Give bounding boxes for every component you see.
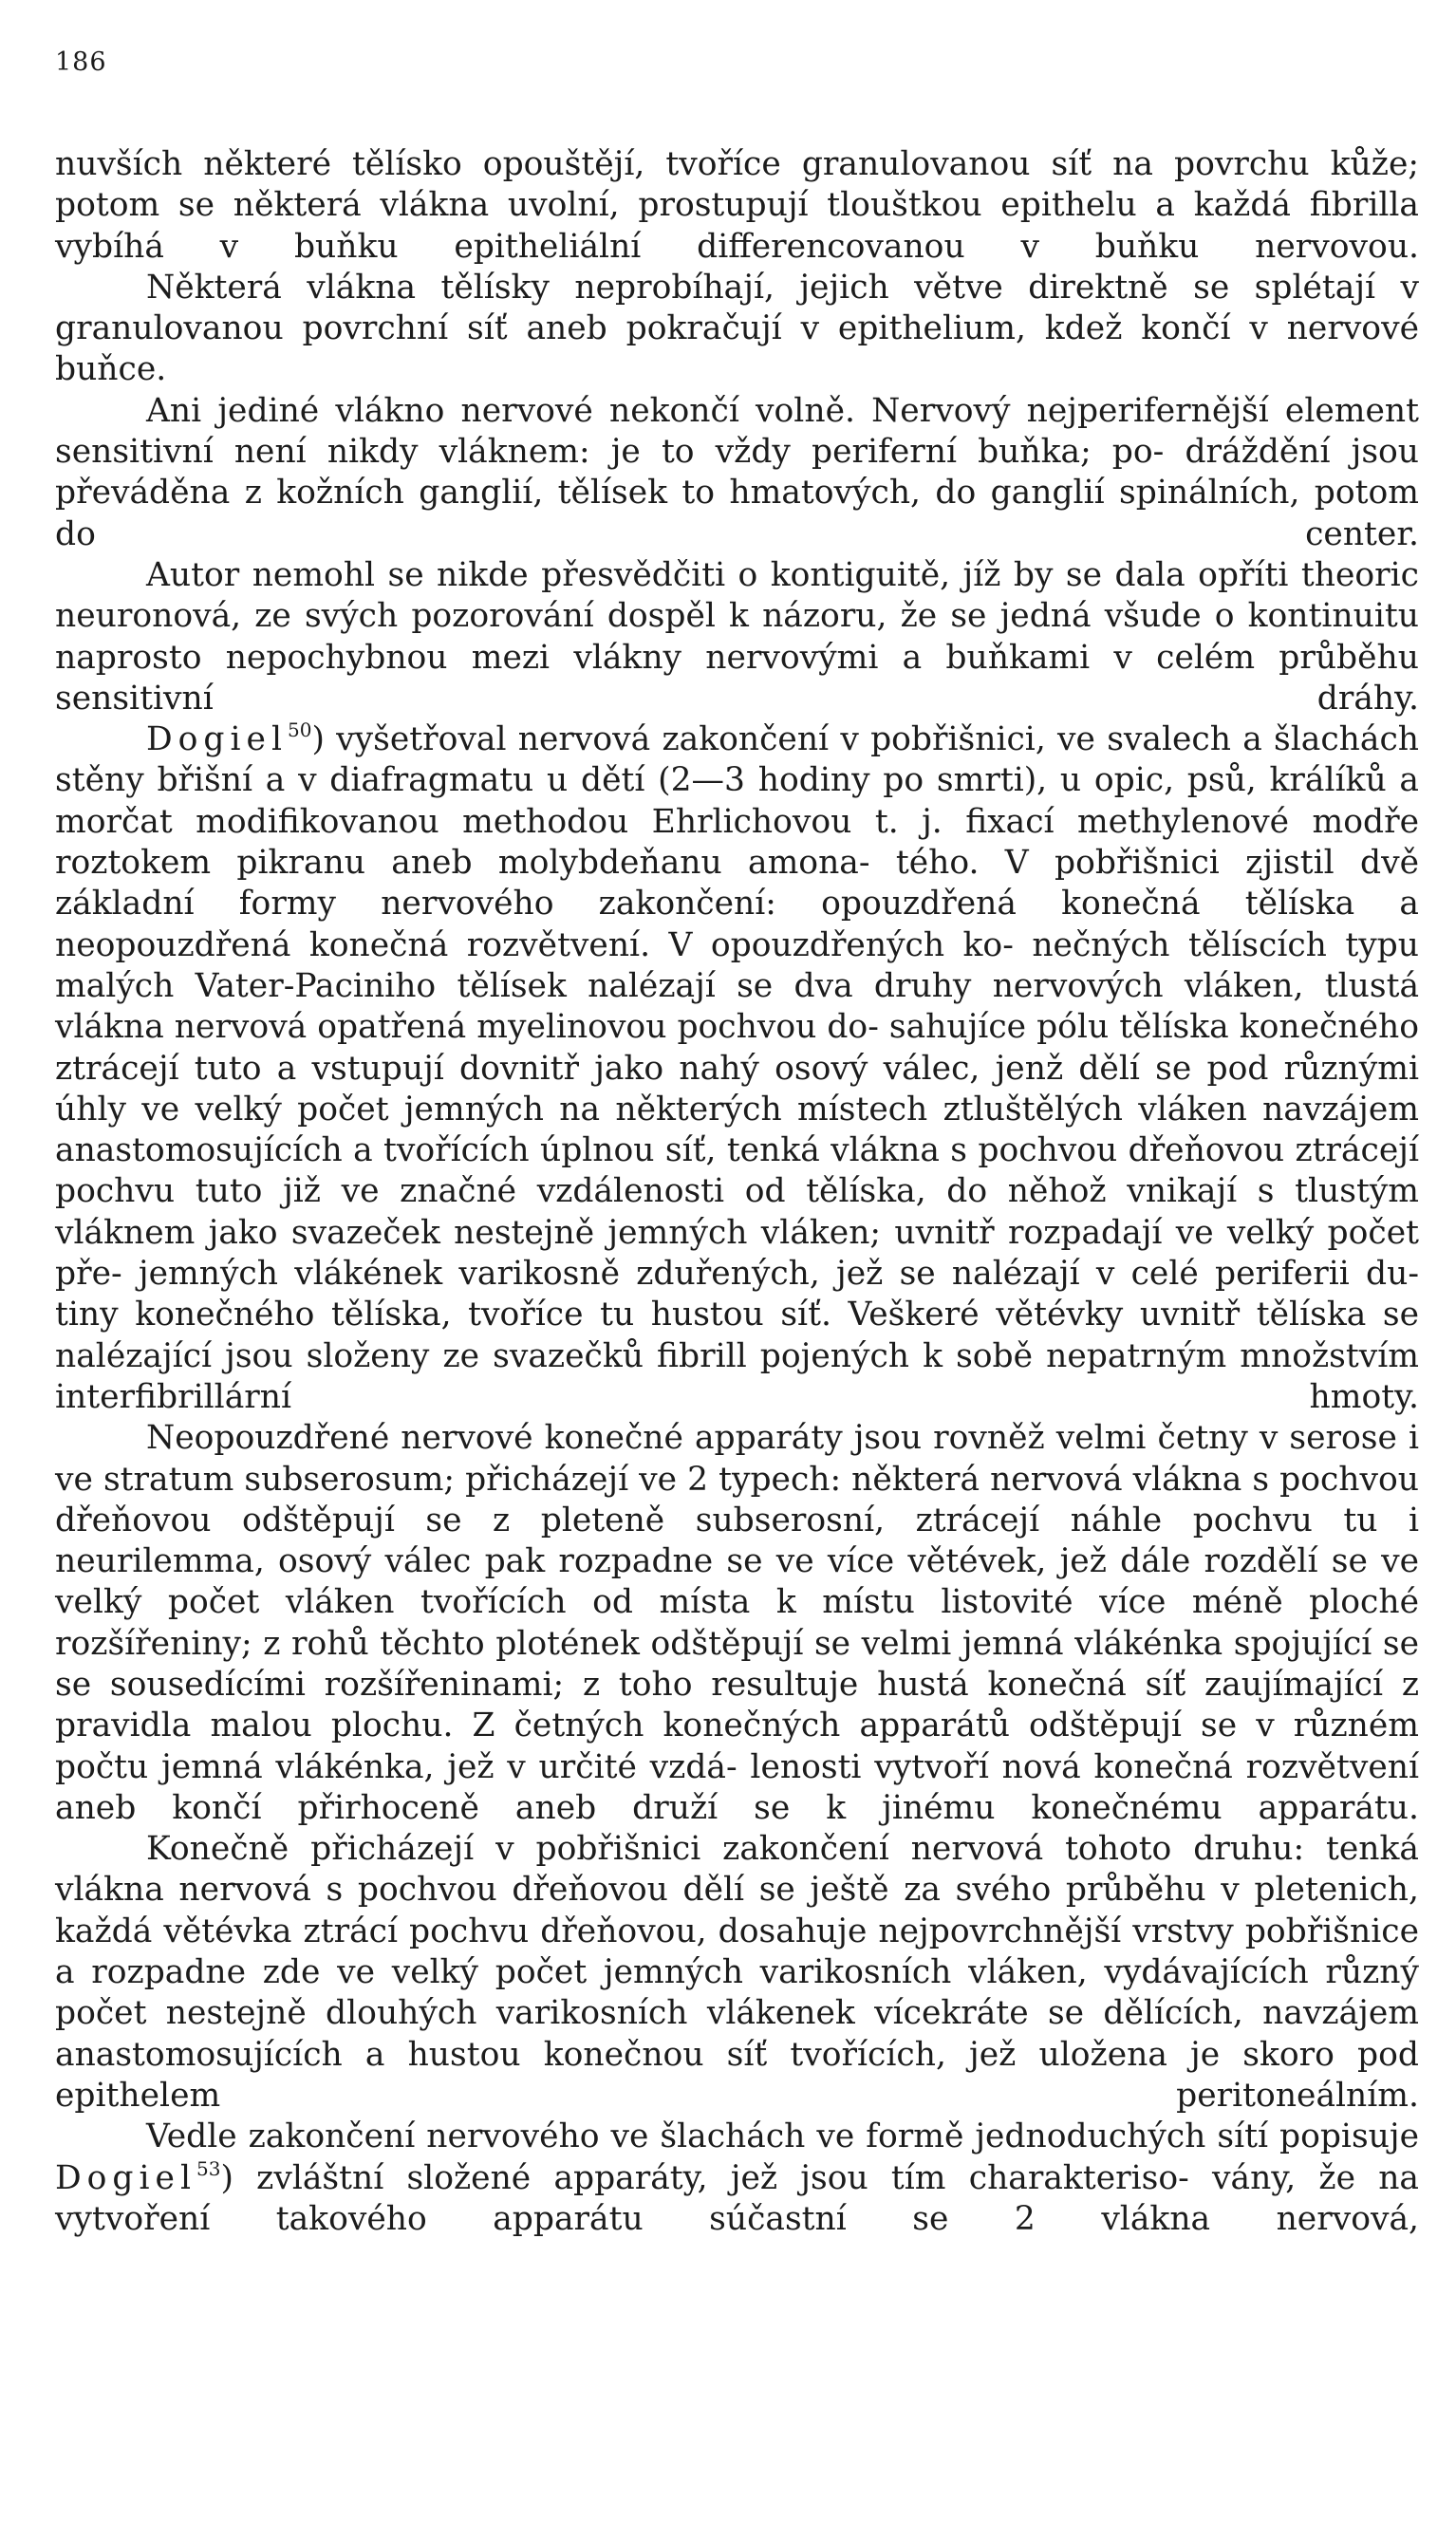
text-line: Vedle zakončení nervového ve šlachách ve formě jednoduchých sítí xyxy=(146,2117,1269,2156)
text-line: značné vzdálenosti od tělíska, do něhož vnikají s tlustým vláknem jako xyxy=(55,1172,1420,1252)
paragraph-6 xyxy=(55,1418,1419,1829)
paragraph-2 xyxy=(55,268,1419,391)
text-line: hustá konečná síť zaujímající z pravidla malou plochu. Z četných konečných xyxy=(55,1665,1419,1745)
text-line: Některá vlákna tělísky neprobíhají, jejich větve direktně se splétají xyxy=(146,268,1376,307)
text-line: množstvím interfibrillární hmoty. xyxy=(55,1336,1419,1416)
text-word: popisuje xyxy=(1279,2117,1419,2156)
text-line: element sensitivní není nikdy vláknem: je to vždy periferní buňka; po- xyxy=(55,391,1419,472)
text-line: Ani jediné vlákno nervové nekončí volně. Nervový nejperifernější xyxy=(146,391,1269,430)
text-line: v granulovanou povrchní síť aneb pokračují v epithelium, kdež končí xyxy=(55,268,1419,348)
text-line: spinálních, potom do center. xyxy=(55,474,1420,553)
text-line: některých místech ztluštělých vláken navzájem anastomosujících a tvořících xyxy=(55,1090,1420,1170)
text-line: se k jinému konečnému apparátu. xyxy=(754,1788,1419,1827)
text-line: Konečně přicházejí v pobřišnici zakončení nervová tohoto druhu: xyxy=(146,1830,1305,1869)
text-line: u opic, psů, králíků a morčat modifikovanou methodou Ehrlichovou xyxy=(55,761,1419,841)
text-line: se dělících, navzájem anastomosujících a hustou konečnou síť tvořících, jež xyxy=(55,1994,1420,2074)
text-line: nuvších některé tělísko opouštějí, tvoříce granulovanou síť na povrchu xyxy=(55,145,1310,183)
paragraph-1 xyxy=(55,144,1419,268)
text-line: tiny konečného tělíska, tvoříce tu hustou síť. Veškeré větévky uvnitř tělíska xyxy=(55,1296,1367,1334)
text-line: více méně ploché rozšířeniny; z rohů těchto plotének odštěpují se velmi xyxy=(55,1583,1420,1663)
paragraph-8 xyxy=(55,2117,1419,2240)
text-line: sahujíce pólu tělíska konečného ztrácejí tuto a vstupují dovnitř jako nahý xyxy=(55,1008,1420,1088)
page-number: 186 xyxy=(55,47,107,77)
text-line: ) zvláštní složené apparáty, jež jsou tím charakteriso- xyxy=(220,2158,1189,2197)
text-line: o kontinuitu naprosto nepochybnou mezi vlákny nervovými a buňkami xyxy=(55,597,1419,677)
text-line: v serose i ve stratum subserosum; přicházejí ve 2 typech: některá nervová xyxy=(55,1419,1419,1499)
text-line: vlákna s pochvou dřeňovou odštěpují se z pleteně subserosní, ztrácejí náhle xyxy=(55,1460,1419,1539)
text-line: konečná tělíska a neopouzdřená konečná rozvětvení. V opouzdřených ko- xyxy=(55,885,1419,964)
text-line: dráždění jsou převáděna z kožních ganglií, tělísek to hmatových, do ganglií xyxy=(55,433,1420,513)
text-line: t. j. fixací methylenové modře roztokem pikranu aneb molybdeňanu amona- xyxy=(55,802,1419,883)
author-name: Dogiel xyxy=(146,720,289,759)
text-line: apparátů odštěpují se v různém počtu jemná vlákénka, jež v určité vzdá- xyxy=(55,1707,1420,1786)
text-line: se nalézající jsou složeny ze svazečků fibrill pojených k sobě nepatrným xyxy=(55,1296,1420,1375)
text-line: vány, že na vytvoření takového apparátu súčastní se 2 vlákna nervová, xyxy=(55,2158,1420,2238)
footnote-ref: 50 xyxy=(288,718,312,742)
text-line: Neopouzdřené nervové konečné apparáty jsou rovněž velmi četny xyxy=(146,1419,1248,1458)
author-name: Dogiel xyxy=(55,2158,197,2197)
text-line: ) vyšetřoval nervová zakončení v pobřišnici, ve svalech xyxy=(311,720,1231,759)
text-line: osový válec, jenž dělí se pod různými úhly ve velký počet jemných na xyxy=(55,1049,1419,1129)
text-line: tého. V pobřišnici zjistil dvě základní formy nervového zakončení: opouzdřená xyxy=(55,844,1419,923)
paragraph-7 xyxy=(55,1829,1419,2117)
text-line: a šlachách stěny břišní a v diafragmatu u dětí (2—3 hodiny po smrti), xyxy=(55,720,1419,800)
text-line: vrstvy pobřišnice a rozpadne zde ve velký počet jemných varikosních vláken, xyxy=(55,1912,1419,1992)
text-line: lenosti vytvoří nová konečná rozvětvení aneb končí přirhoceně aneb druží xyxy=(55,1747,1420,1827)
text-line: svazeček nestejně jemných vláken; uvnitř rozpadají ve velký počet pře- xyxy=(55,1213,1420,1294)
text-line: fibrilla vybíhá v buňku epitheliální differencovanou v buňku nervovou. xyxy=(55,186,1419,266)
paragraph-5 xyxy=(55,719,1419,1418)
text-line: v celém průběhu sensitivní dráhy. xyxy=(55,638,1419,718)
text-line: tenká vlákna nervová s pochvou dřeňovou dělí se ještě za svého průběhu xyxy=(55,1830,1420,1910)
text-line: jemná vlákénka spojující se se sousedícími rozšířeninami; z toho resultuje xyxy=(55,1624,1419,1704)
text-line: úplnou síť, tenká vlákna s pochvou dřeňovou ztrácejí pochvu tuto již ve xyxy=(55,1131,1420,1211)
text-line: pochvu tu i neurilemma, osový válec pak rozpadne se ve více větévek, jež xyxy=(55,1501,1419,1581)
footnote-ref: 53 xyxy=(196,2156,221,2180)
text-line: theoric neuronová, ze svých pozorování dospěl k názoru, že se jedná všude xyxy=(55,555,1419,636)
text-line: nervových vláken, tlustá vlákna nervová opatřená myelinovou pochvou do- xyxy=(55,966,1420,1047)
text-line: vydávajících různý počet nestejně dlouhých varikosních vlákenek vícekráte xyxy=(55,1953,1419,2033)
paragraph-4 xyxy=(55,555,1419,719)
text-line: uložena je skoro pod epithelem peritoneálním. xyxy=(55,2035,1420,2115)
text-line: dále rozdělí se ve velký počet vláken tvořících od místa k místu listovité xyxy=(55,1542,1420,1622)
paragraph-3 xyxy=(55,391,1419,555)
text-line: Autor nemohl se nikde přesvědčiti o kontiguitě, jíž by se dala opříti xyxy=(146,555,1289,594)
text-line: v nervové buňce. xyxy=(55,309,1419,389)
text-line: kůže; potom se některá vlákna uvolní, prostupují tlouštkou epithelu a každá xyxy=(55,145,1419,225)
text-line: jemných vlákének varikosně zduřených, jež se nalézají v celé periferii du- xyxy=(138,1255,1419,1294)
text-line: v pletenich, každá větévka ztrácí pochvu dřeňovou, dosahuje nejpovrchnější xyxy=(55,1871,1419,1950)
text-line: nečných tělíscích typu malých Vater-Paciniho tělísek nalézají se dva druhy xyxy=(55,925,1419,1005)
body-text xyxy=(55,144,1419,2240)
